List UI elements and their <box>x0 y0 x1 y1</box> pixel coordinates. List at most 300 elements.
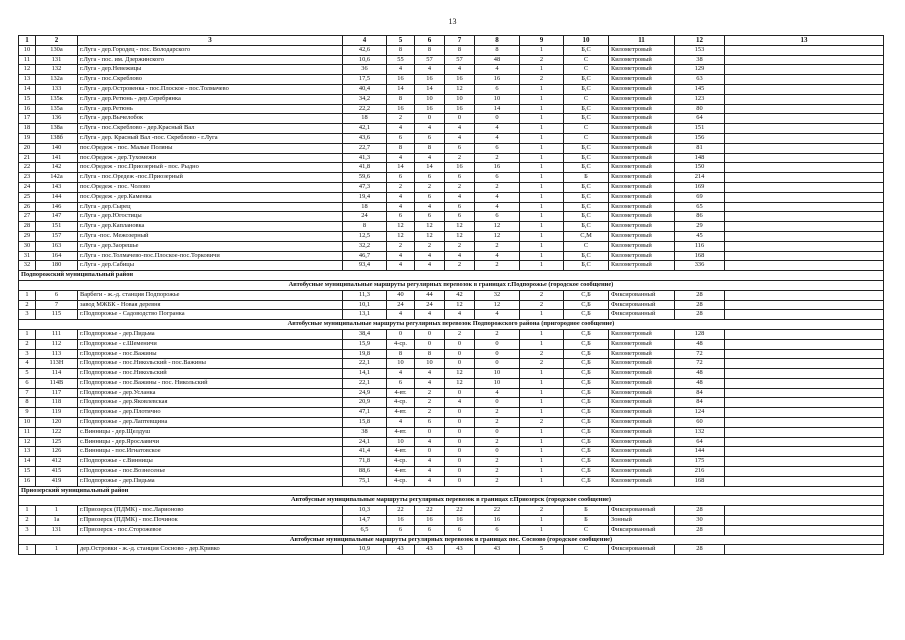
row-index: 13 <box>19 75 36 85</box>
route-name: г.Луга - дер.Невежицы <box>78 65 343 75</box>
table-row <box>19 339 884 349</box>
value-6: 4 <box>415 437 445 447</box>
vehicle-class: Б,С <box>564 45 609 55</box>
header-cell-2: 2 <box>36 36 78 46</box>
value-5: 4-ср. <box>387 476 415 486</box>
value-6: 4 <box>415 369 445 379</box>
route-length: 22,2 <box>343 104 387 114</box>
vehicle-count: 1 <box>520 398 564 408</box>
route-name: г.Подпорожье - с.Шеменичи <box>78 339 343 349</box>
value-7: 22 <box>445 506 475 516</box>
value-8: 16 <box>475 75 520 85</box>
note <box>725 329 884 339</box>
section-row <box>19 486 884 496</box>
table-row <box>19 163 884 173</box>
route-length: 20,9 <box>343 398 387 408</box>
route-number: 114В <box>36 378 78 388</box>
header-cell-13: 13 <box>725 36 884 46</box>
route-number: 115 <box>36 310 78 320</box>
route-name: пос.Оредеж - пос. Малые Поляны <box>78 143 343 153</box>
header-cell-7: 7 <box>445 36 475 46</box>
value-8: 0 <box>475 427 520 437</box>
route-name: г.Подпорожье - дер.Пидьма <box>78 329 343 339</box>
value-7: 43 <box>445 545 475 555</box>
route-name: г.Подпорожье - с.Винницы <box>78 457 343 467</box>
tariff-type: Километровый <box>609 418 675 428</box>
tariff-value: 123 <box>675 94 725 104</box>
value-5: 43 <box>387 545 415 555</box>
route-length: 59,6 <box>343 173 387 183</box>
tariff-value: 28 <box>675 310 725 320</box>
value-7: 0 <box>445 418 475 428</box>
note <box>725 378 884 388</box>
tariff-type: Километровый <box>609 163 675 173</box>
row-index: 14 <box>19 457 36 467</box>
route-number: 157 <box>36 231 78 241</box>
value-8: 0 <box>475 349 520 359</box>
vehicle-count: 1 <box>520 329 564 339</box>
route-length: 14,7 <box>343 516 387 526</box>
route-length: 6,5 <box>343 525 387 535</box>
tariff-type: Километровый <box>609 124 675 134</box>
value-5: 40 <box>387 290 415 300</box>
vehicle-class: С,Б <box>564 349 609 359</box>
route-number: 117 <box>36 388 78 398</box>
header-cell-6: 6 <box>415 36 445 46</box>
route-length: 14,1 <box>343 369 387 379</box>
route-name: г.Луга - дер.Сабицы <box>78 261 343 271</box>
route-number: 133 <box>36 84 78 94</box>
row-index: 14 <box>19 84 36 94</box>
value-8: 2 <box>475 153 520 163</box>
route-number: 131 <box>36 55 78 65</box>
value-6: 6 <box>415 212 445 222</box>
note <box>725 231 884 241</box>
value-6: 2 <box>415 388 445 398</box>
value-6: 16 <box>415 104 445 114</box>
value-6: 8 <box>415 349 445 359</box>
table-row <box>19 545 884 555</box>
tariff-type: Километровый <box>609 398 675 408</box>
value-5: 4 <box>387 192 415 202</box>
note <box>725 261 884 271</box>
value-5: 6 <box>387 173 415 183</box>
vehicle-count: 1 <box>520 65 564 75</box>
value-5: 4 <box>387 65 415 75</box>
row-index: 21 <box>19 153 36 163</box>
tariff-value: 86 <box>675 212 725 222</box>
route-length: 41,3 <box>343 153 387 163</box>
value-8: 6 <box>475 143 520 153</box>
value-5: 24 <box>387 300 415 310</box>
route-name: г.Луга - пос.Толмачево-пос.Плоское-пос.Торковичи <box>78 251 343 261</box>
header-cell-1: 1 <box>19 36 36 46</box>
value-5: 12 <box>387 231 415 241</box>
route-number: 132а <box>36 75 78 85</box>
value-7: 4 <box>445 192 475 202</box>
route-name: г.Луга - пос.Скреблово <box>78 75 343 85</box>
subsection-title: Автобусные муниципальные маршруты регулярных перевозок в границах г.Подпорожье (городское сообщение) <box>19 280 884 290</box>
vehicle-count: 1 <box>520 427 564 437</box>
value-8: 4 <box>475 124 520 134</box>
route-length: 42,1 <box>343 124 387 134</box>
row-index: 22 <box>19 163 36 173</box>
value-6: 0 <box>415 427 445 437</box>
tariff-value: 216 <box>675 467 725 477</box>
value-8: 32 <box>475 290 520 300</box>
value-6: 4 <box>415 202 445 212</box>
route-number: 126 <box>36 447 78 457</box>
value-6: 16 <box>415 516 445 526</box>
route-number: 113 <box>36 349 78 359</box>
tariff-type: Фиксированный <box>609 300 675 310</box>
vehicle-count: 1 <box>520 457 564 467</box>
route-name: г.Подпорожье - пос.Важины - пос. Никольский <box>78 378 343 388</box>
table-row <box>19 75 884 85</box>
value-6: 4 <box>415 65 445 75</box>
tariff-type: Фиксированный <box>609 290 675 300</box>
table-row <box>19 457 884 467</box>
value-8: 2 <box>475 457 520 467</box>
page-number: 13 <box>448 17 457 26</box>
tariff-type: Километровый <box>609 65 675 75</box>
route-length: 10,9 <box>343 545 387 555</box>
value-6: 2 <box>415 241 445 251</box>
tariff-type: Километровый <box>609 182 675 192</box>
value-8: 0 <box>475 398 520 408</box>
route-name: г.Приозерск (ПДМК) - пос.Починок <box>78 516 343 526</box>
tariff-value: 151 <box>675 124 725 134</box>
tariff-type: Километровый <box>609 467 675 477</box>
value-5: 6 <box>387 378 415 388</box>
value-7: 16 <box>445 516 475 526</box>
route-number: 119 <box>36 408 78 418</box>
tariff-value: 132 <box>675 427 725 437</box>
table-row <box>19 290 884 300</box>
route-number: 135а <box>36 104 78 114</box>
route-length: 12,5 <box>343 231 387 241</box>
value-6: 10 <box>415 94 445 104</box>
note <box>725 251 884 261</box>
tariff-value: 168 <box>675 476 725 486</box>
note <box>725 516 884 526</box>
tariff-type: Километровый <box>609 476 675 486</box>
note <box>725 388 884 398</box>
route-length: 19,4 <box>343 192 387 202</box>
note <box>725 241 884 251</box>
value-5: 6 <box>387 525 415 535</box>
route-name: г.Луга - дер.Югостицы <box>78 212 343 222</box>
route-name: г.Луга - дер.Островенка - пос.Плоское - пос.Толмачево <box>78 84 343 94</box>
row-index: 11 <box>19 427 36 437</box>
vehicle-class: С,Б <box>564 447 609 457</box>
subsection-title: Автобусные муниципальные маршруты регулярных перевозок Подпорожского района (пригородное сообщение) <box>19 320 884 330</box>
table-row <box>19 378 884 388</box>
vehicle-count: 1 <box>520 251 564 261</box>
value-7: 2 <box>445 261 475 271</box>
route-length: 10,3 <box>343 506 387 516</box>
value-7: 4 <box>445 65 475 75</box>
note <box>725 153 884 163</box>
value-8: 12 <box>475 300 520 310</box>
route-number: 1а <box>36 516 78 526</box>
note <box>725 173 884 183</box>
note <box>725 369 884 379</box>
value-6: 4 <box>415 378 445 388</box>
value-8: 10 <box>475 378 520 388</box>
row-index: 18 <box>19 124 36 134</box>
value-5: 10 <box>387 359 415 369</box>
vehicle-count: 1 <box>520 124 564 134</box>
vehicle-count: 5 <box>520 545 564 555</box>
value-8: 4 <box>475 65 520 75</box>
row-index: 9 <box>19 408 36 418</box>
tariff-value: 153 <box>675 45 725 55</box>
value-6: 2 <box>415 398 445 408</box>
table-row <box>19 516 884 526</box>
route-number: 419 <box>36 476 78 486</box>
vehicle-count: 1 <box>520 84 564 94</box>
route-number: 136 <box>36 114 78 124</box>
value-5: 6 <box>387 133 415 143</box>
tariff-value: 214 <box>675 173 725 183</box>
row-index: 28 <box>19 222 36 232</box>
tariff-value: 64 <box>675 114 725 124</box>
route-number: 164 <box>36 251 78 261</box>
row-index: 1 <box>19 545 36 555</box>
tariff-value: 48 <box>675 378 725 388</box>
value-6: 2 <box>415 408 445 418</box>
vehicle-count: 1 <box>520 261 564 271</box>
row-index: 1 <box>19 506 36 516</box>
value-5: 8 <box>387 45 415 55</box>
value-6: 57 <box>415 55 445 65</box>
value-8: 0 <box>475 359 520 369</box>
row-index: 30 <box>19 241 36 251</box>
route-length: 46,7 <box>343 251 387 261</box>
value-6: 14 <box>415 163 445 173</box>
tariff-value: 69 <box>675 192 725 202</box>
value-7: 12 <box>445 231 475 241</box>
value-8: 2 <box>475 437 520 447</box>
value-8: 6 <box>475 84 520 94</box>
route-length: 18 <box>343 202 387 212</box>
value-5: 22 <box>387 506 415 516</box>
route-number: 140 <box>36 143 78 153</box>
route-length: 24,9 <box>343 388 387 398</box>
vehicle-class: Б,С <box>564 261 609 271</box>
table-row <box>19 398 884 408</box>
value-6: 6 <box>415 418 445 428</box>
vehicle-class: С,Б <box>564 467 609 477</box>
value-7: 0 <box>445 437 475 447</box>
value-6: 44 <box>415 290 445 300</box>
value-6: 22 <box>415 506 445 516</box>
route-name: г.Луга - пос.Оредеж -пос.Приозерный <box>78 173 343 183</box>
table-row <box>19 427 884 437</box>
vehicle-class: С <box>564 65 609 75</box>
vehicle-count: 1 <box>520 104 564 114</box>
route-name: пос.Оредеж - пос. Чолово <box>78 182 343 192</box>
vehicle-class: Б,С <box>564 153 609 163</box>
table-row <box>19 310 884 320</box>
value-5: 12 <box>387 222 415 232</box>
route-length: 22,7 <box>343 143 387 153</box>
value-5: 8 <box>387 143 415 153</box>
route-name: г.Луга - дер.Заорешье <box>78 241 343 251</box>
route-length: 34,2 <box>343 94 387 104</box>
tariff-value: 48 <box>675 339 725 349</box>
table-row <box>19 124 884 134</box>
note <box>725 447 884 457</box>
row-index: 4 <box>19 359 36 369</box>
vehicle-count: 1 <box>520 339 564 349</box>
value-7: 0 <box>445 339 475 349</box>
route-number: 142а <box>36 173 78 183</box>
header-cell-3: 3 <box>78 36 343 46</box>
route-number: 118 <box>36 398 78 408</box>
value-7: 0 <box>445 467 475 477</box>
vehicle-class: Б,С <box>564 222 609 232</box>
note <box>725 124 884 134</box>
tariff-type: Зонный <box>609 516 675 526</box>
vehicle-count: 1 <box>520 437 564 447</box>
route-name: г.Луга - пос.Скреблово - дер.Красный Вал <box>78 124 343 134</box>
tariff-type: Фиксированный <box>609 310 675 320</box>
vehicle-class: С,Б <box>564 388 609 398</box>
value-5: 4 <box>387 418 415 428</box>
tariff-type: Километровый <box>609 75 675 85</box>
value-7: 0 <box>445 388 475 398</box>
vehicle-count: 2 <box>520 75 564 85</box>
tariff-type: Фиксированный <box>609 545 675 555</box>
route-name: г.Подпорожье - дер.Пидьма <box>78 476 343 486</box>
route-number: 138б <box>36 133 78 143</box>
row-index: 5 <box>19 369 36 379</box>
vehicle-count: 1 <box>520 153 564 163</box>
tariff-value: 81 <box>675 143 725 153</box>
value-5: 4 <box>387 310 415 320</box>
table-row <box>19 476 884 486</box>
route-name: г.Луга -пос. Межозерный <box>78 231 343 241</box>
value-8: 4 <box>475 192 520 202</box>
note <box>725 114 884 124</box>
tariff-type: Километровый <box>609 104 675 114</box>
vehicle-class: С,Б <box>564 437 609 447</box>
vehicle-class: Б,С <box>564 182 609 192</box>
tariff-value: 30 <box>675 516 725 526</box>
value-8: 2 <box>475 408 520 418</box>
value-7: 16 <box>445 75 475 85</box>
tariff-type: Километровый <box>609 427 675 437</box>
value-7: 6 <box>445 212 475 222</box>
header-cell-9: 9 <box>520 36 564 46</box>
value-5: 10 <box>387 437 415 447</box>
table-row <box>19 300 884 310</box>
row-index: 11 <box>19 55 36 65</box>
table-row <box>19 202 884 212</box>
vehicle-class: С,Б <box>564 300 609 310</box>
row-index: 29 <box>19 231 36 241</box>
vehicle-count: 2 <box>520 359 564 369</box>
vehicle-class: Б,С <box>564 104 609 114</box>
vehicle-count: 2 <box>520 418 564 428</box>
note <box>725 467 884 477</box>
route-length: 42,6 <box>343 45 387 55</box>
subsection-row <box>19 535 884 545</box>
row-index: 1 <box>19 290 36 300</box>
vehicle-count: 1 <box>520 378 564 388</box>
value-5: 2 <box>387 114 415 124</box>
value-7: 12 <box>445 222 475 232</box>
value-5: 4-вт. <box>387 447 415 457</box>
value-7: 12 <box>445 369 475 379</box>
value-6: 0 <box>415 447 445 457</box>
route-name: Варбеги - ж.-д. станция Подпорожье <box>78 290 343 300</box>
route-length: 15,8 <box>343 418 387 428</box>
route-length: 36 <box>343 65 387 75</box>
row-index: 25 <box>19 192 36 202</box>
route-length: 43,6 <box>343 133 387 143</box>
vehicle-count: 1 <box>520 212 564 222</box>
value-7: 8 <box>445 45 475 55</box>
header-cell-4: 4 <box>343 36 387 46</box>
value-7: 6 <box>445 202 475 212</box>
value-8: 22 <box>475 506 520 516</box>
route-number: 114 <box>36 369 78 379</box>
table-row <box>19 261 884 271</box>
value-6: 8 <box>415 45 445 55</box>
note <box>725 437 884 447</box>
tariff-type: Километровый <box>609 378 675 388</box>
value-8: 2 <box>475 241 520 251</box>
vehicle-class: С <box>564 241 609 251</box>
value-7: 0 <box>445 447 475 457</box>
vehicle-count: 1 <box>520 133 564 143</box>
table-row <box>19 251 884 261</box>
note <box>725 506 884 516</box>
value-5: 4-ср. <box>387 339 415 349</box>
value-7: 16 <box>445 163 475 173</box>
table-row <box>19 447 884 457</box>
subsection-row <box>19 496 884 506</box>
route-length: 38,4 <box>343 329 387 339</box>
tariff-value: 144 <box>675 447 725 457</box>
table-row <box>19 525 884 535</box>
vehicle-class: С,Б <box>564 329 609 339</box>
note <box>725 55 884 65</box>
route-number: 112 <box>36 339 78 349</box>
note <box>725 192 884 202</box>
section-title: Подпорожский муниципальный район <box>19 271 884 281</box>
value-7: 2 <box>445 182 475 192</box>
tariff-type: Километровый <box>609 437 675 447</box>
tariff-value: 168 <box>675 251 725 261</box>
tariff-value: 84 <box>675 388 725 398</box>
row-index: 20 <box>19 143 36 153</box>
value-5: 4 <box>387 369 415 379</box>
tariff-type: Километровый <box>609 241 675 251</box>
row-index: 8 <box>19 398 36 408</box>
route-number: 143 <box>36 182 78 192</box>
route-length: 41,8 <box>343 163 387 173</box>
header-cell-10: 10 <box>564 36 609 46</box>
row-index: 6 <box>19 378 36 388</box>
table-row <box>19 65 884 75</box>
route-name: г.Подпорожье - пос.Важины <box>78 349 343 359</box>
route-name: г.Подпорожье - пос.Никольский - пос.Важины <box>78 359 343 369</box>
value-7: 2 <box>445 241 475 251</box>
